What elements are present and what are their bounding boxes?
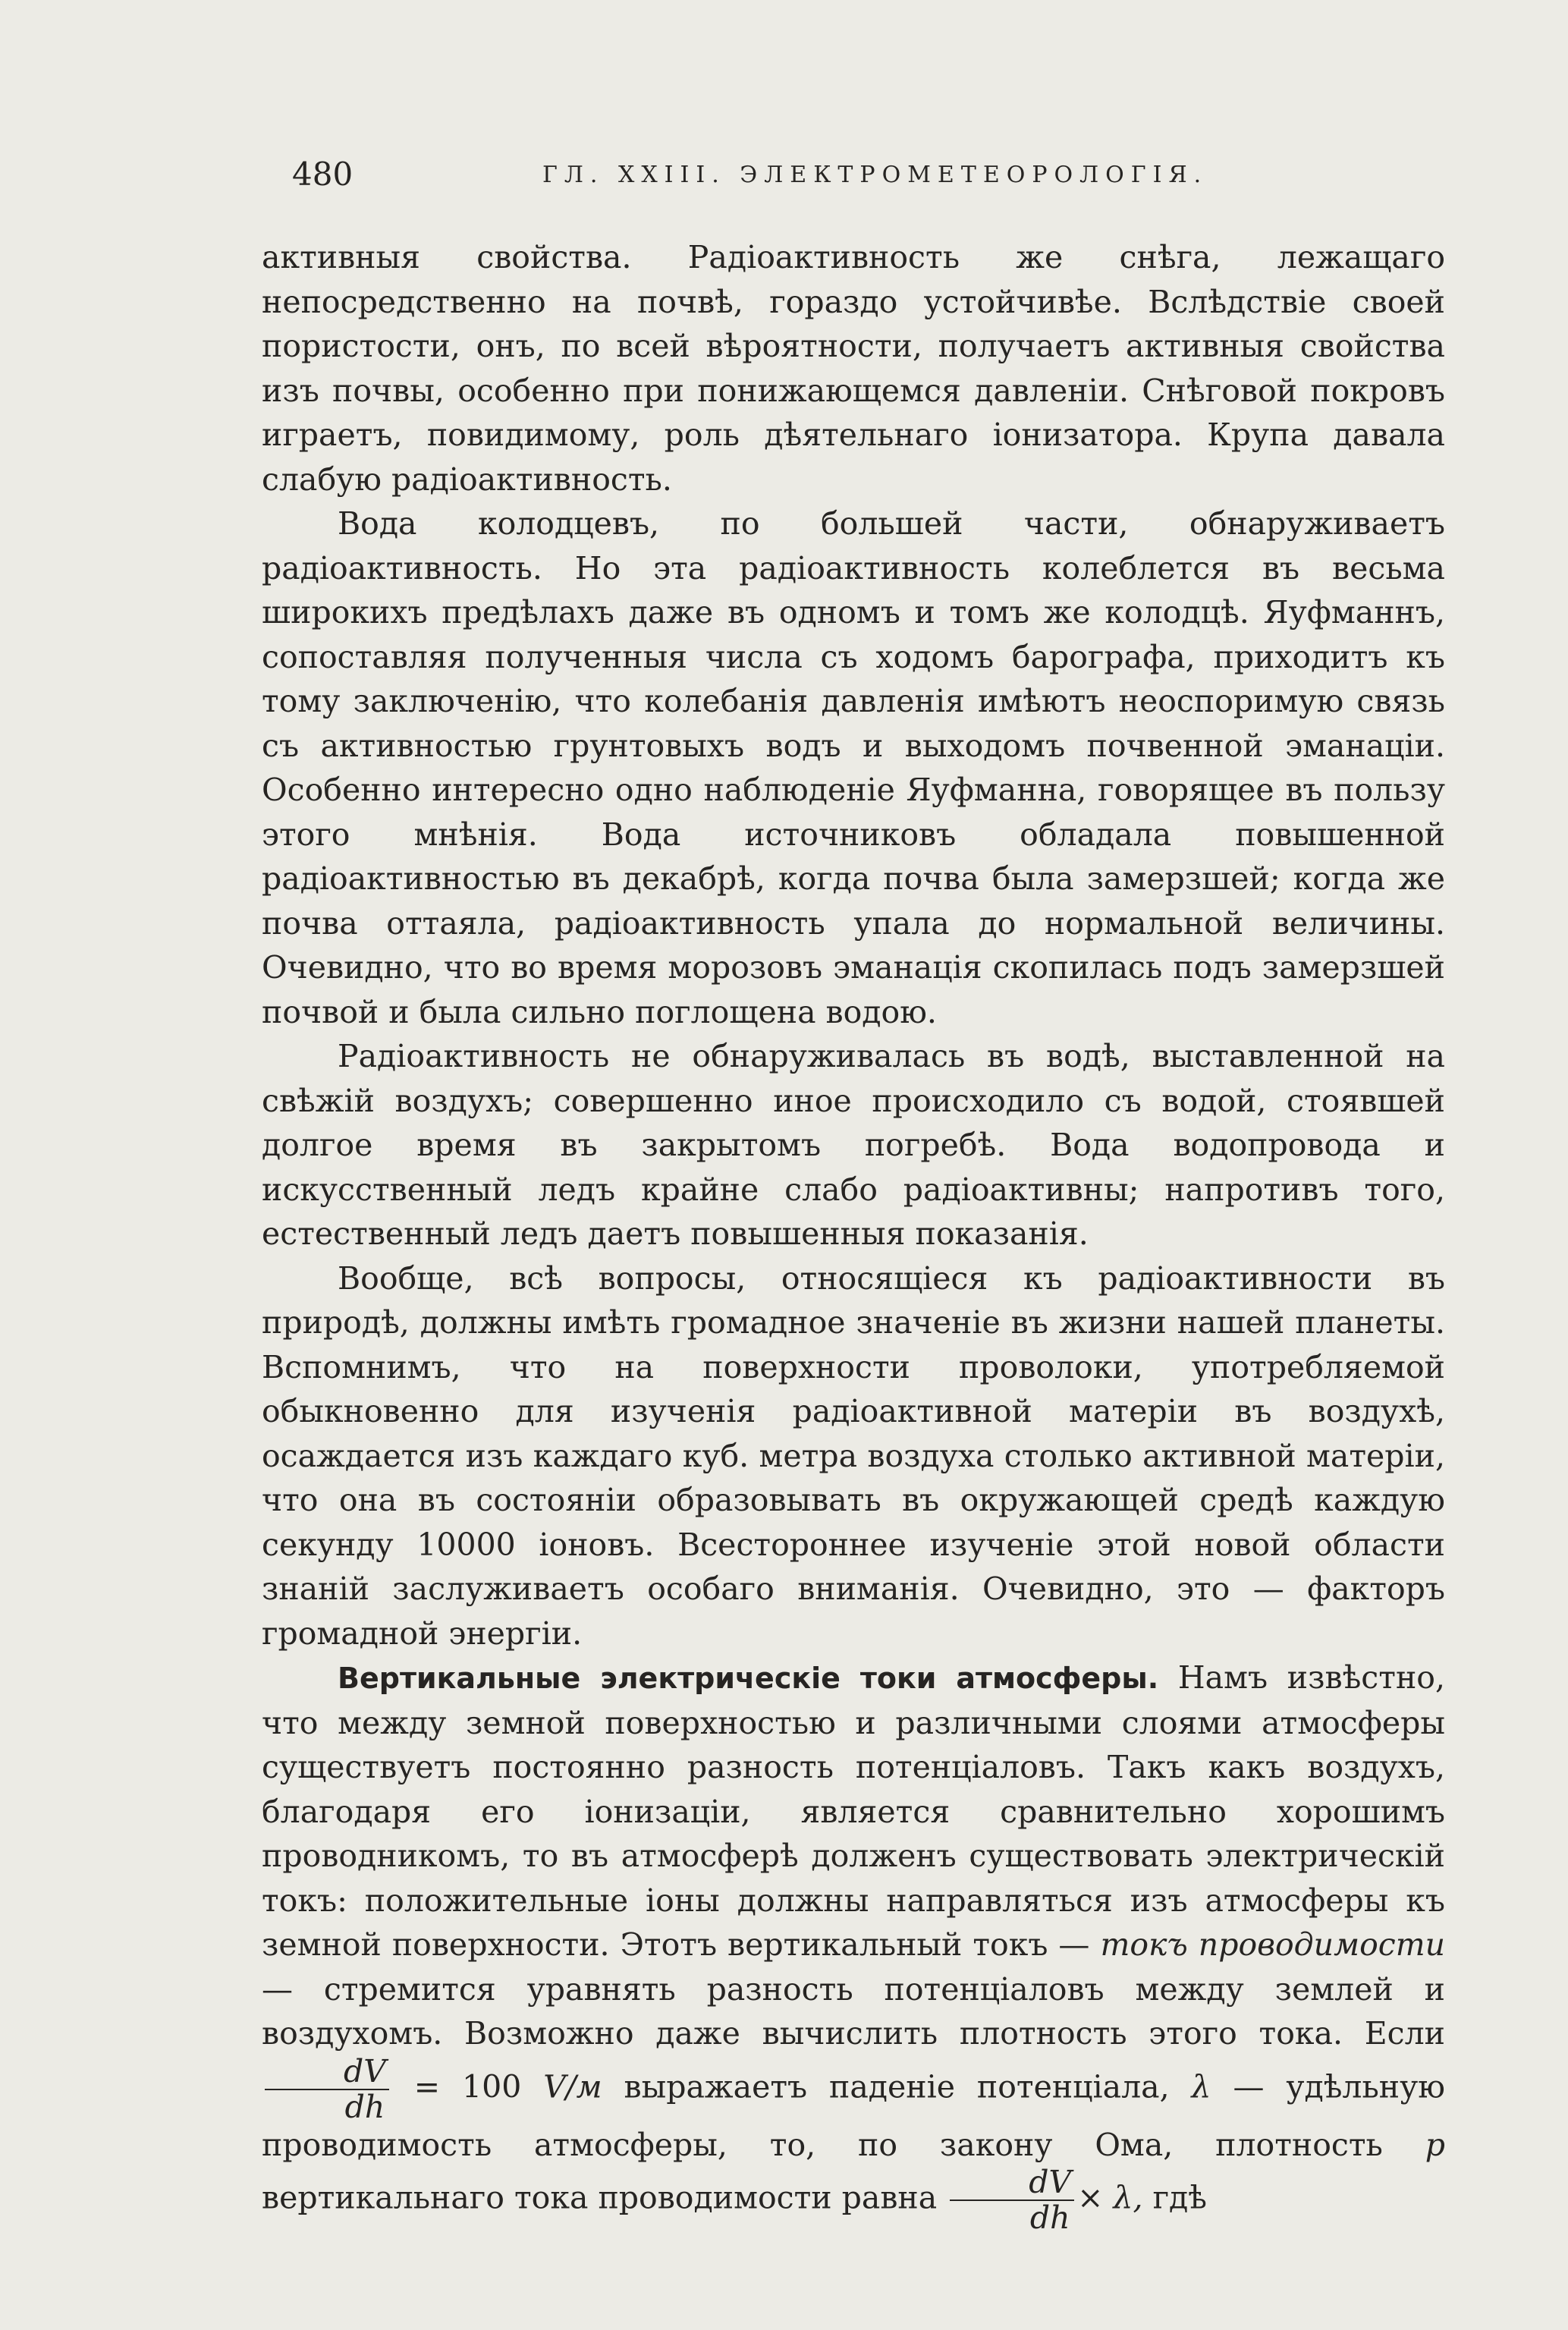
- body-text: [262, 235, 1445, 2234]
- running-head: ГЛ. XXIII. ЭЛЕКТРОМЕТЕОРОЛОГІЯ.: [542, 162, 1208, 188]
- section-text-5: вертикальнаго тока проводимости равна: [262, 2179, 938, 2216]
- fraction-denominator-2: dh: [1029, 2200, 1070, 2236]
- page-number: 480: [292, 156, 354, 193]
- section-text-2: — стремится уравнять разность потенціаловъ между землей и воздухомъ. Возможно даже вычислить плотность этого тока. Если: [262, 1970, 1445, 2052]
- formula-product: × λ,: [1077, 2179, 1143, 2216]
- formula-value: = 100: [413, 2068, 522, 2105]
- section-text-3: выражаетъ паденіе потенціала,: [624, 2068, 1170, 2105]
- fraction-numerator: dV: [265, 2056, 389, 2090]
- fraction-numerator-2: dV: [950, 2167, 1074, 2201]
- fraction-dv-dh-2: [950, 2164, 1074, 2236]
- paragraph-vertical-currents: [262, 1656, 1445, 2234]
- fraction-dv-dh: [265, 2052, 389, 2125]
- fraction-denominator: dh: [344, 2088, 385, 2125]
- paragraph-fresh-air-water: Радіоактивность не обнаруживалась въ водѣ, выставленной на свѣжій воздухъ; совершенно иное происходило съ водой, стоявшей долгое время въ закрытомъ погребѣ. Вода водопровода и искусственный ледъ крайне слабо радіоактивны; напротивъ того, естественный ледъ даетъ повышенныя показанія.: [262, 1038, 1445, 1252]
- section-text-4: — удѣльную проводимость атмосферы, то, по закону Ома, плотность: [262, 2068, 1445, 2163]
- formula-unit: V/м: [543, 2068, 602, 2105]
- emphasis-term: токъ проводимости: [1100, 1926, 1445, 1963]
- section-text-end: гдѣ: [1152, 2179, 1208, 2216]
- lambda-symbol: λ: [1191, 2068, 1211, 2105]
- density-symbol: p: [1425, 2126, 1445, 2163]
- paragraph-well-water: Вода колодцевъ, по большей части, обнаруживаетъ радіоактивность. Но эта радіоактивность колеблется въ весьма широкихъ предѣлахъ даже въ одномъ и томъ же колодцѣ. Яуфманнъ, сопоставляя полученныя числа съ ходомъ барографа, приходитъ къ тому заключенію, что колебанія давленія имѣютъ неоспоримую связь съ активностью грунтовыхъ водъ и выходомъ почвенной эманаціи. Особенно интересно одно наблюденіе Яуфманна, говорящее въ пользу этого мнѣнія. Вода источниковъ обладала повышенной радіоактивностью въ декабрѣ, когда почва была замерзшей; когда же почва оттаяла, радіоактивность упала до нормальной величины. Очевидно, что во время морозовъ эманація скопилась подъ замерзшей почвой и была сильно поглощена водою.: [262, 505, 1445, 1030]
- paragraph-continued: активныя свойства. Радіоактивность же снѣга, лежащаго непосредственно на почвѣ, гораздо устойчивѣе. Вслѣдствіе своей пористости, онъ, по всей вѣроятности, получаетъ активныя свойства изъ почвы, особенно при понижающемся давленіи. Снѣговой покровъ играетъ, повидимому, роль дѣятельнаго іонизатора. Крупа давала слабую радіоактивность.: [262, 239, 1445, 498]
- section-text-1: Намъ извѣстно, что между земной поверхностью и различными слоями атмосферы существуетъ постоянно разность потенціаловъ. Такъ какъ воздухъ, благодаря его іонизаціи, является сравнительно хорошимъ проводникомъ, то въ атмосферѣ долженъ существовать электрическій токъ: положительные іоны должны направляться изъ атмосферы къ земной поверхности. Этотъ вертикальный токъ —: [262, 1659, 1445, 1963]
- paragraph-radioactivity-nature: Вообще, всѣ вопросы, относящіеся къ радіоактивности въ природѣ, должны имѣть громадное значеніе въ жизни нашей планеты. Вспомнимъ, что на поверхности проволоки, употребляемой обыкновенно для изученія радіоактивной матеріи въ воздухѣ, осаждается изъ каждаго куб. метра воздуха столько активной матеріи, что она въ состояніи образовывать въ окружающей средѣ каждую секунду 10000 іоновъ. Всестороннее изученіе этой новой области знаній заслуживаетъ особаго вниманія. Очевидно, это — факторъ громадной энергіи.: [262, 1259, 1445, 1652]
- section-title: Вертикальные электрическіе токи атмосферы.: [338, 1662, 1159, 1695]
- page-header: [292, 156, 1445, 201]
